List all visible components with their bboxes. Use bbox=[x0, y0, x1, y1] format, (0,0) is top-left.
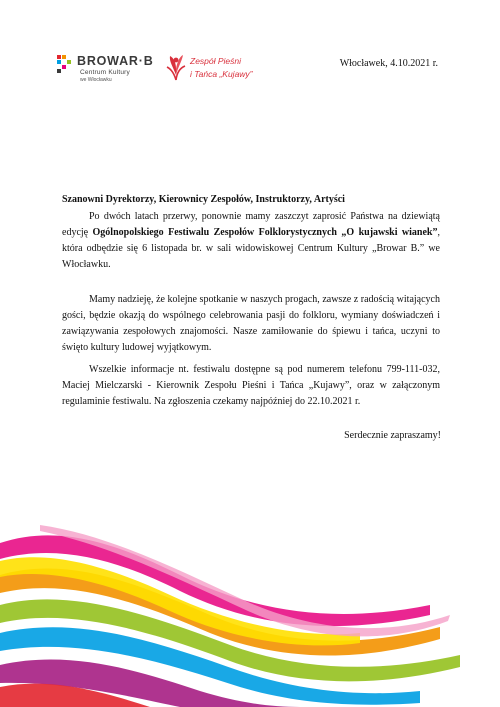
greeting: Szanowni Dyrektorzy, Kierownicy Zespołów, Instruktorzy, Artyści bbox=[62, 194, 345, 205]
browar-mark-icon bbox=[57, 55, 73, 73]
zespol-logo-line1: Zespół Pieśni bbox=[190, 56, 242, 66]
dancer-flower-icon bbox=[165, 53, 187, 81]
festival-name: Ogólnopolskiego Festiwalu Zespołów Folklorystycznych „O kujawski wianek” bbox=[92, 227, 438, 238]
paragraph-contact: Wszelkie informacje nt. festiwalu dostępne są pod numerem telefonu 799-111-032, Maciej Mielczarski - Kierownik Zespołu Pieśni i Tańca „Kujawy”, oraz w załączonym regulaminie festiwalu. Na zgłoszenia czekamy najpóźniej do 22.10.2021 r. bbox=[62, 364, 440, 407]
browar-b-logo bbox=[57, 55, 167, 95]
browar-logo-city: we Włocławku bbox=[80, 77, 112, 83]
date-line: Włocławek, 4.10.2021 r. bbox=[339, 58, 438, 69]
paragraph-invitation-lead: Po dwóch latach przerwy, ponownie mamy zaszczyt zaprosić Państwa na dziewiątą edycję bbox=[62, 211, 440, 238]
browar-logo-subtitle: Centrum Kultury bbox=[80, 69, 130, 76]
zespol-logo-line2: i Tańca „Kujawy” bbox=[190, 69, 253, 79]
paragraph-hope: Mamy nadzieję, że kolejne spotkanie w naszych progach, zawsze z radością witających gości, będzie okazją do wspólnego celebrowania pasji do folkloru, wymiany doświadczeń i zawiązywania zespołowych znajomości. Nasze zamiłowanie do śpiewu i tańca, uczyni to święto kultury ludowej wyjątkowym. bbox=[62, 294, 440, 353]
zespol-kujawy-logo bbox=[165, 51, 275, 91]
closing-line: Serdecznie zapraszamy! bbox=[344, 430, 441, 441]
paragraph-invitation-tail: , która odbędzie się 6 listopada br. w sali widowiskowej Centrum Kultury „Browar B.” we Włocławku. bbox=[62, 227, 440, 270]
colorful-ribbons-decoration bbox=[0, 515, 500, 707]
paragraph-invitation bbox=[62, 209, 440, 273]
browar-logo-name: BROWAR·B bbox=[77, 54, 154, 68]
